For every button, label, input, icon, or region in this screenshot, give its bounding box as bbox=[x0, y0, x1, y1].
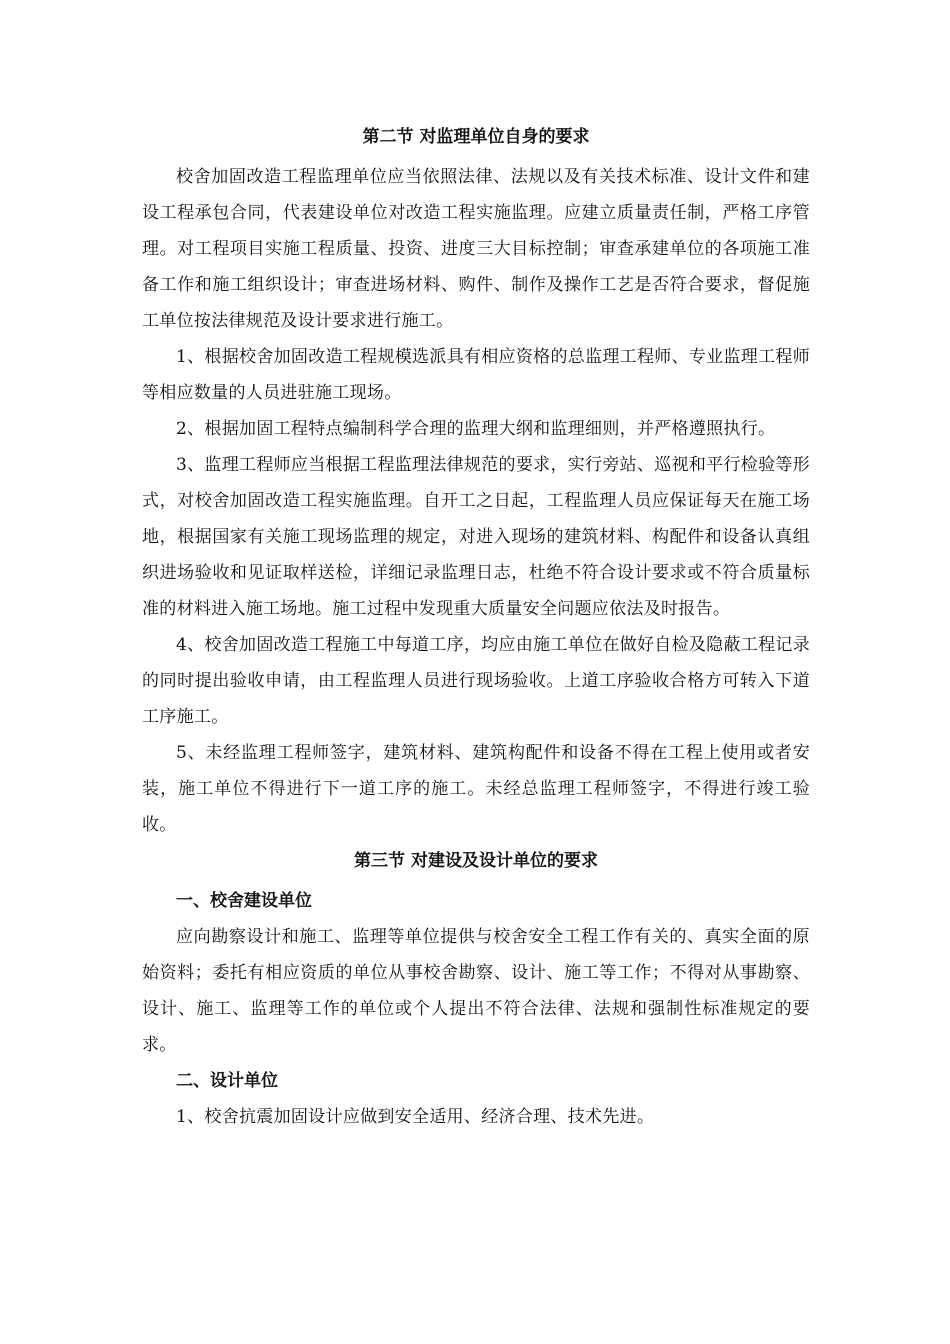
section-3-title: 第三节 对建设及设计单位的要求 bbox=[354, 851, 598, 871]
subsection-construction-unit-text: 应向勘察设计和施工、监理等单位提供与校舍安全工程工作有关的、真实全面的原始资料；委托有相应资质的单位从事校舍勘察、设计、施工等工作；不得对从事勘察、设计、施工、监理等工作的单位或个人提出不符合法律、法规和强制性标准规定的要求。 bbox=[142, 927, 810, 1055]
document-body bbox=[142, 119, 810, 1135]
subsection-construction-unit-title: 一、校舍建设单位 bbox=[176, 891, 312, 911]
section-2-item-5: 5、未经监理工程师签字，建筑材料、建筑构配件和设备不得在工程上使用或者安装，施工单位不得进行下一道工序的施工。未经总监理工程师签字，不得进行竣工验收。 bbox=[142, 743, 810, 835]
section-2-item-2: 2、根据加固工程特点编制科学合理的监理大纲和监理细则，并严格遵照执行。 bbox=[176, 419, 776, 439]
subsection-design-unit-title: 二、设计单位 bbox=[176, 1071, 278, 1091]
section-2-title: 第二节 对监理单位自身的要求 bbox=[362, 127, 590, 147]
section-2-item-4: 4、校舍加固改造工程施工中每道工序，均应由施工单位在做好自检及隐蔽工程记录的同时提出验收申请，由工程监理人员进行现场验收。上道工序验收合格方可转入下道工序施工。 bbox=[142, 635, 810, 727]
section-2-intro: 校舍加固改造工程监理单位应当依照法律、法规以及有关技术标准、设计文件和建设工程承包合同，代表建设单位对改造工程实施监理。应建立质量责任制，严格工序管理。对工程项目实施工程质量、投资、进度三大目标控制；审查承建单位的各项施工准备工作和施工组织设计；审查进场材料、购件、制作及操作工艺是否符合要求，督促施工单位按法律规范及设计要求进行施工。 bbox=[142, 167, 810, 331]
subsection-design-unit-text: 1、校舍抗震加固设计应做到安全适用、经济合理、技术先进。 bbox=[176, 1107, 655, 1127]
section-2-item-3: 3、监理工程师应当根据工程监理法律规范的要求，实行旁站、巡视和平行检验等形式，对校舍加固改造工程实施监理。自开工之日起，工程监理人员应保证每天在施工场地，根据国家有关施工现场监理的规定，对进入现场的建筑材料、构配件和设备认真组织进场验收和见证取样送检，详细记录监理日志，杜绝不符合设计要求或不符合质量标准的材料进入施工场地。施工过程中发现重大质量安全问题应依法及时报告。 bbox=[142, 455, 810, 619]
section-2-item-1: 1、根据校舍加固改造工程规模选派具有相应资格的总监理工程师、专业监理工程师等相应数量的人员进驻施工现场。 bbox=[142, 347, 810, 403]
